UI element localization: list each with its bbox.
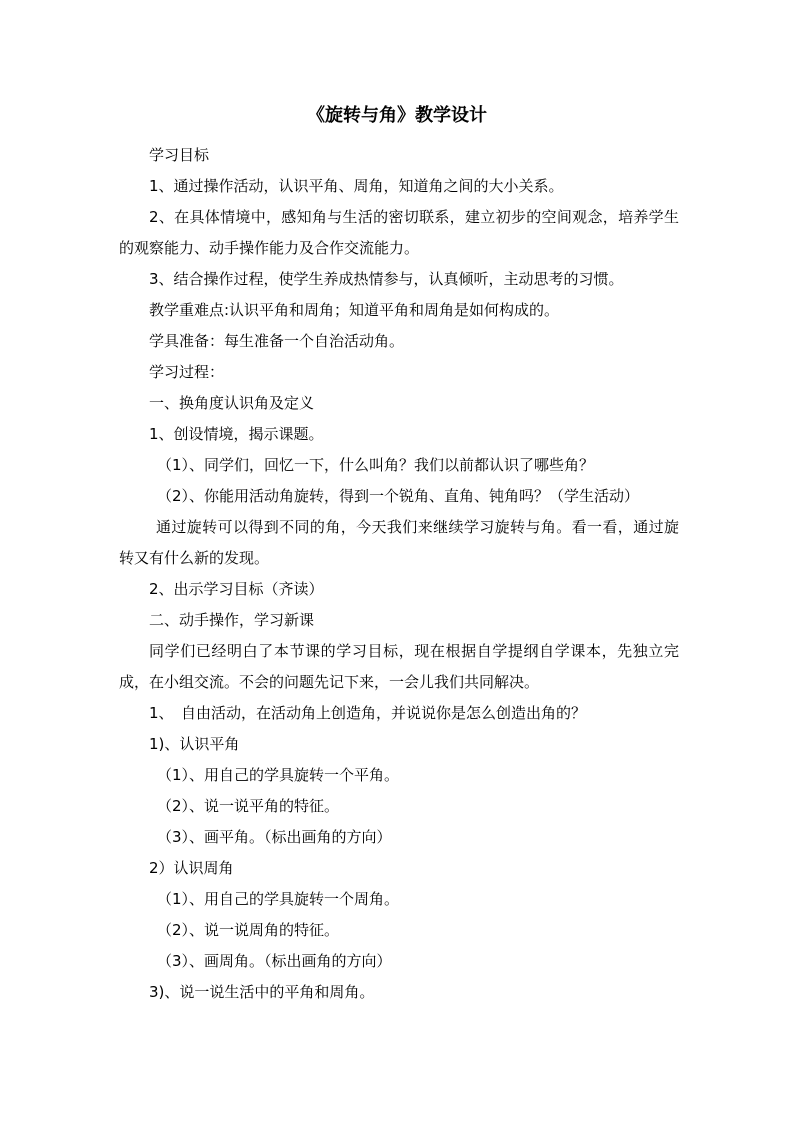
paragraph: （1）、用自己的学具旋转一个平角。 xyxy=(157,766,400,784)
paragraph: （1）、同学们，回忆一下，什么叫角？我们以前都认识了哪些角？ xyxy=(157,456,595,474)
document-body xyxy=(119,140,679,1008)
paragraph: 1)、认识平角 xyxy=(149,735,240,753)
paragraph: 1、通过操作活动，认识平角、周角，知道角之间的大小关系。 xyxy=(149,177,564,195)
paragraph: 学习目标 xyxy=(149,146,210,164)
paragraph: （2）、你能用活动角旋转，得到一个锐角、直角、钝角吗？（学生活动） xyxy=(157,487,640,505)
paragraph: 1、创设情境，揭示课题。 xyxy=(149,425,324,443)
paragraph: 3)、说一说生活中的平角和周角。 xyxy=(149,983,375,1001)
document-title: 《旋转与角》教学设计 xyxy=(307,105,487,126)
paragraph: 2、出示学习目标（齐读） xyxy=(149,580,324,598)
paragraph: 学习过程： xyxy=(149,363,225,381)
paragraph: 通过旋转可以得到不同的角，今天我们来继续学习旋转与角。看一看，通过旋转又有什么新的发现。 xyxy=(119,518,679,567)
paragraph: （3）、画平角。（标出画角的方向） xyxy=(157,828,392,846)
paragraph: 教学重难点:认识平角和周角；知道平角和周角是如何构成的。 xyxy=(149,301,560,319)
paragraph: （2）、说一说平角的特征。 xyxy=(157,797,340,815)
paragraph: （1）、用自己的学具旋转一个周角。 xyxy=(157,890,400,908)
paragraph: 学具准备：每生准备一个自治活动角。 xyxy=(149,332,405,350)
paragraph: 2）认识周角 xyxy=(149,859,234,877)
paragraph: 一、换角度认识角及定义 xyxy=(149,394,315,412)
paragraph: 2、在具体情境中，感知角与生活的密切联系，建立初步的空间观念，培养学生的观察能力、动手操作能力及合作交流能力。 xyxy=(119,208,679,257)
paragraph: （3）、画周角。（标出画角的方向） xyxy=(157,952,392,970)
paragraph: 同学们已经明白了本节课的学习目标，现在根据自学提纲自学课本，先独立完成，在小组交流。不会的问题先记下来，一会儿我们共同解决。 xyxy=(119,642,679,691)
paragraph: 1、 自由活动，在活动角上创造角，并说说你是怎么创造出角的？ xyxy=(149,704,587,722)
paragraph: 3、结合操作过程，使学生养成热情参与，认真倾听，主动思考的习惯。 xyxy=(149,270,624,288)
paragraph: 二、动手操作，学习新课 xyxy=(149,611,315,629)
paragraph: （2）、说一说周角的特征。 xyxy=(157,921,340,939)
